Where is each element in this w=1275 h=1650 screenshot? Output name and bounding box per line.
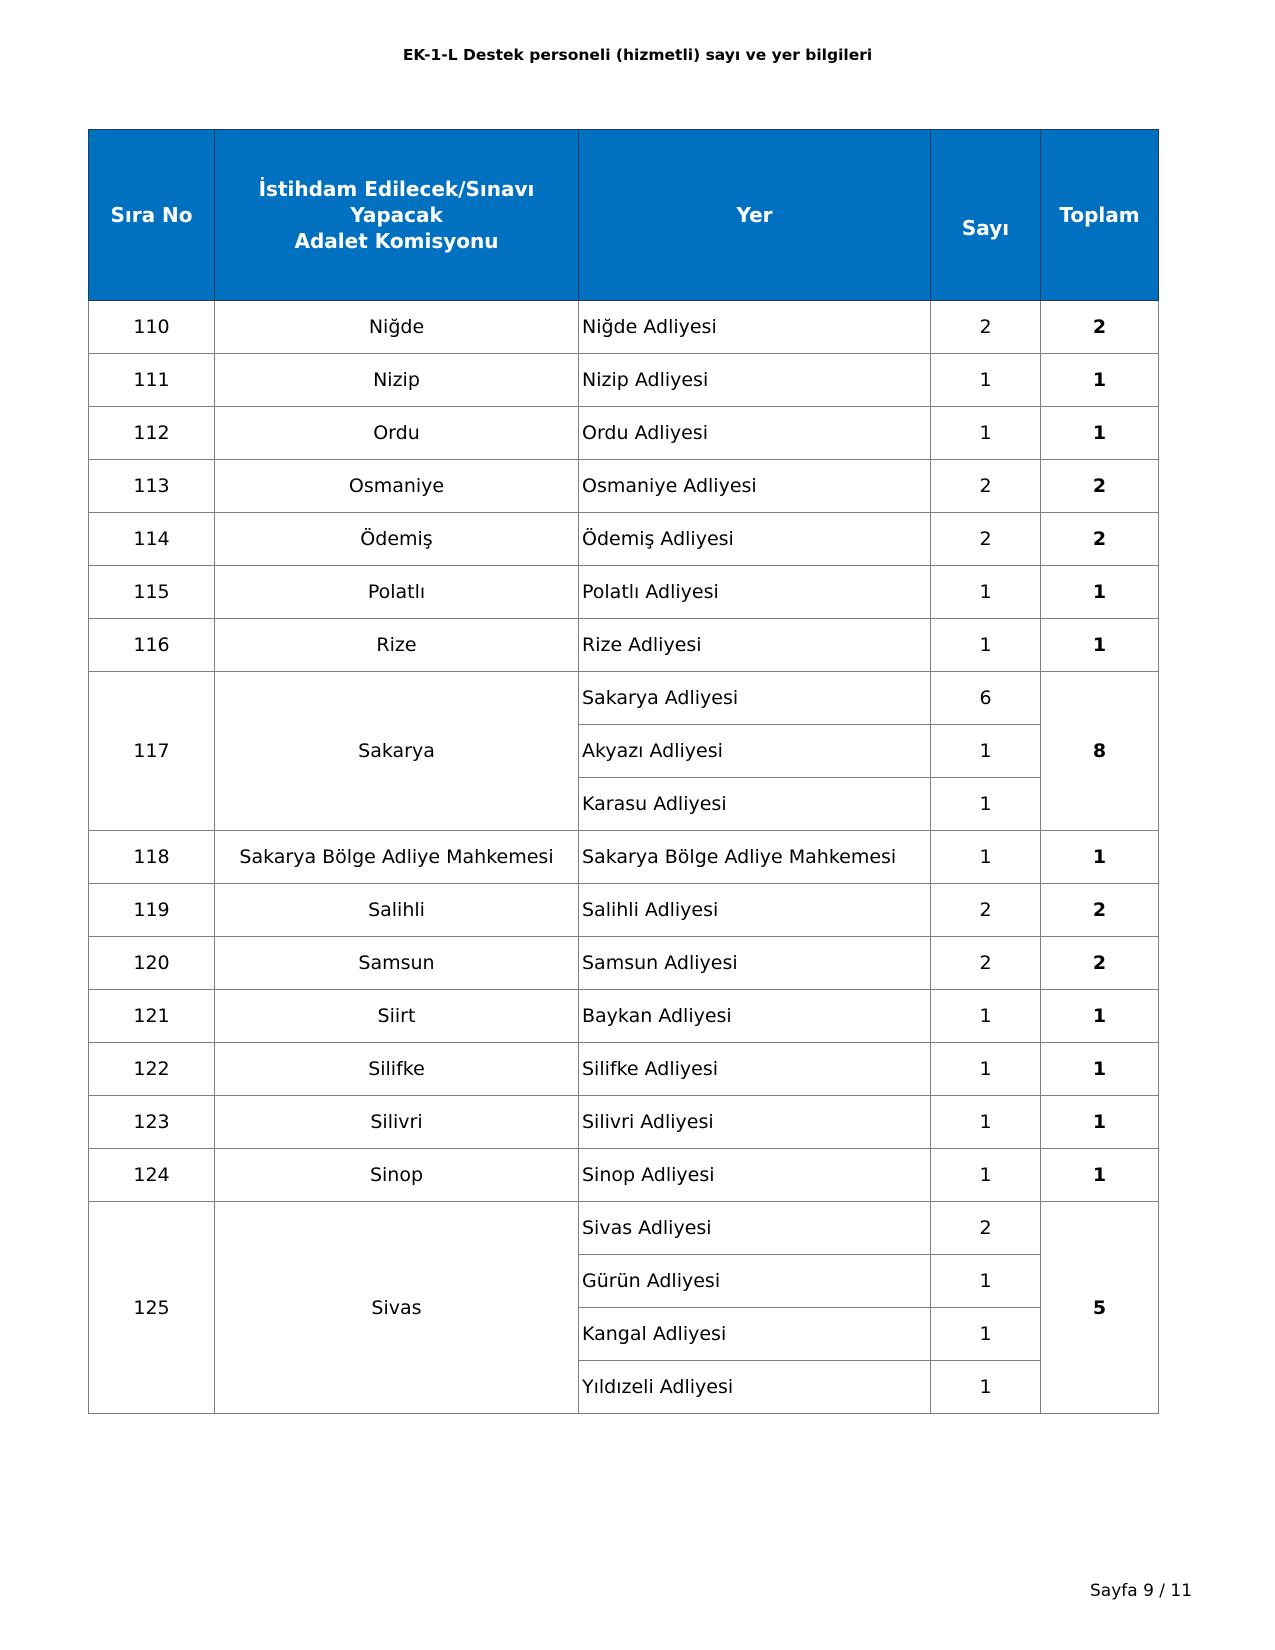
cell-toplam: 5 [1041,1202,1159,1414]
cell-toplam: 1 [1041,407,1159,460]
cell-sira-no: 116 [89,619,215,672]
table-row [89,566,1159,619]
table-row [89,990,1159,1043]
cell-toplam: 1 [1041,1043,1159,1096]
cell-yer: Niğde Adliyesi [579,301,931,354]
cell-komisyon: Sinop [215,1149,579,1202]
cell-komisyon: Ordu [215,407,579,460]
header-sayi: Sayı [931,130,1041,301]
cell-komisyon: Ödemiş [215,513,579,566]
cell-toplam: 1 [1041,619,1159,672]
cell-toplam: 1 [1041,1149,1159,1202]
page-number: Sayfa 9 / 11 [1090,1581,1193,1601]
cell-sayi: 6 [931,672,1041,725]
header-komisyon-line1: İstihdam Edilecek/Sınavı [258,177,535,201]
cell-toplam: 2 [1041,301,1159,354]
cell-sira-no: 123 [89,1096,215,1149]
cell-sira-no: 121 [89,990,215,1043]
document-title: EK-1-L Destek personeli (hizmetli) sayı ve yer bilgileri [402,46,873,64]
header-sira-no: Sıra No [89,130,215,301]
cell-sayi: 2 [931,513,1041,566]
table-header [89,130,1159,301]
cell-sayi: 2 [931,1202,1041,1255]
cell-komisyon: Niğde [215,301,579,354]
cell-toplam: 1 [1041,990,1159,1043]
cell-sira-no: 113 [89,460,215,513]
cell-yer: Baykan Adliyesi [579,990,931,1043]
table-row [89,1096,1159,1149]
cell-yer: Nizip Adliyesi [579,354,931,407]
cell-sayi: 1 [931,778,1041,831]
cell-yer: Polatlı Adliyesi [579,566,931,619]
cell-sira-no: 115 [89,566,215,619]
cell-toplam: 1 [1041,1096,1159,1149]
cell-sayi: 1 [931,1255,1041,1308]
cell-sira-no: 125 [89,1202,215,1414]
cell-sayi: 2 [931,884,1041,937]
cell-sayi: 1 [931,1149,1041,1202]
cell-yer: Sinop Adliyesi [579,1149,931,1202]
table-row [89,407,1159,460]
cell-yer: Salihli Adliyesi [579,884,931,937]
table-row [89,1202,1159,1255]
cell-yer: Osmaniye Adliyesi [579,460,931,513]
cell-komisyon: Polatlı [215,566,579,619]
cell-sayi: 1 [931,1361,1041,1414]
cell-yer: Kangal Adliyesi [579,1308,931,1361]
cell-toplam: 2 [1041,460,1159,513]
cell-yer: Ordu Adliyesi [579,407,931,460]
cell-sira-no: 110 [89,301,215,354]
cell-komisyon: Sakarya Bölge Adliye Mahkemesi [215,831,579,884]
cell-sayi: 1 [931,1308,1041,1361]
table-row [89,619,1159,672]
cell-komisyon: Siirt [215,990,579,1043]
cell-sira-no: 111 [89,354,215,407]
table-row [89,1043,1159,1096]
cell-komisyon: Osmaniye [215,460,579,513]
table-row [89,672,1159,725]
cell-sira-no: 122 [89,1043,215,1096]
cell-sayi: 1 [931,566,1041,619]
header-komisyon-line2: Yapacak [350,203,443,227]
header-toplam: Toplam [1041,130,1159,301]
cell-komisyon: Samsun [215,937,579,990]
cell-sira-no: 120 [89,937,215,990]
cell-sayi: 1 [931,831,1041,884]
cell-komisyon: Sivas [215,1202,579,1414]
cell-sayi: 1 [931,1043,1041,1096]
cell-sira-no: 114 [89,513,215,566]
cell-yer: Akyazı Adliyesi [579,725,931,778]
cell-yer: Yıldızeli Adliyesi [579,1361,931,1414]
table-row [89,937,1159,990]
table-body [89,301,1159,1414]
cell-sayi: 1 [931,619,1041,672]
cell-sira-no: 112 [89,407,215,460]
cell-komisyon: Silivri [215,1096,579,1149]
cell-toplam: 2 [1041,884,1159,937]
cell-komisyon: Silifke [215,1043,579,1096]
cell-komisyon: Sakarya [215,672,579,831]
personnel-table [88,129,1159,1414]
table-row [89,354,1159,407]
cell-sayi: 1 [931,1096,1041,1149]
cell-sira-no: 124 [89,1149,215,1202]
cell-toplam: 1 [1041,831,1159,884]
cell-toplam: 8 [1041,672,1159,831]
cell-toplam: 2 [1041,937,1159,990]
cell-toplam: 2 [1041,513,1159,566]
cell-yer: Gürün Adliyesi [579,1255,931,1308]
cell-yer: Karasu Adliyesi [579,778,931,831]
header-row [89,130,1159,301]
cell-sira-no: 119 [89,884,215,937]
table-row [89,831,1159,884]
header-komisyon [215,130,579,301]
cell-yer: Ödemiş Adliyesi [579,513,931,566]
cell-yer: Rize Adliyesi [579,619,931,672]
cell-yer: Samsun Adliyesi [579,937,931,990]
cell-sayi: 2 [931,937,1041,990]
table-row [89,460,1159,513]
cell-komisyon: Nizip [215,354,579,407]
cell-yer: Silivri Adliyesi [579,1096,931,1149]
cell-toplam: 1 [1041,566,1159,619]
cell-sayi: 1 [931,354,1041,407]
cell-sayi: 1 [931,407,1041,460]
cell-yer: Sivas Adliyesi [579,1202,931,1255]
cell-yer: Sakarya Adliyesi [579,672,931,725]
table-row [89,513,1159,566]
cell-sira-no: 118 [89,831,215,884]
header-yer: Yer [579,130,931,301]
cell-sira-no: 117 [89,672,215,831]
table-row [89,301,1159,354]
cell-sayi: 1 [931,725,1041,778]
cell-sayi: 2 [931,301,1041,354]
cell-komisyon: Salihli [215,884,579,937]
cell-komisyon: Rize [215,619,579,672]
cell-yer: Sakarya Bölge Adliye Mahkemesi [579,831,931,884]
cell-sayi: 2 [931,460,1041,513]
header-komisyon-line3: Adalet Komisyonu [294,229,499,253]
cell-sayi: 1 [931,990,1041,1043]
table-row [89,884,1159,937]
cell-toplam: 1 [1041,354,1159,407]
cell-yer: Silifke Adliyesi [579,1043,931,1096]
table-row [89,1149,1159,1202]
